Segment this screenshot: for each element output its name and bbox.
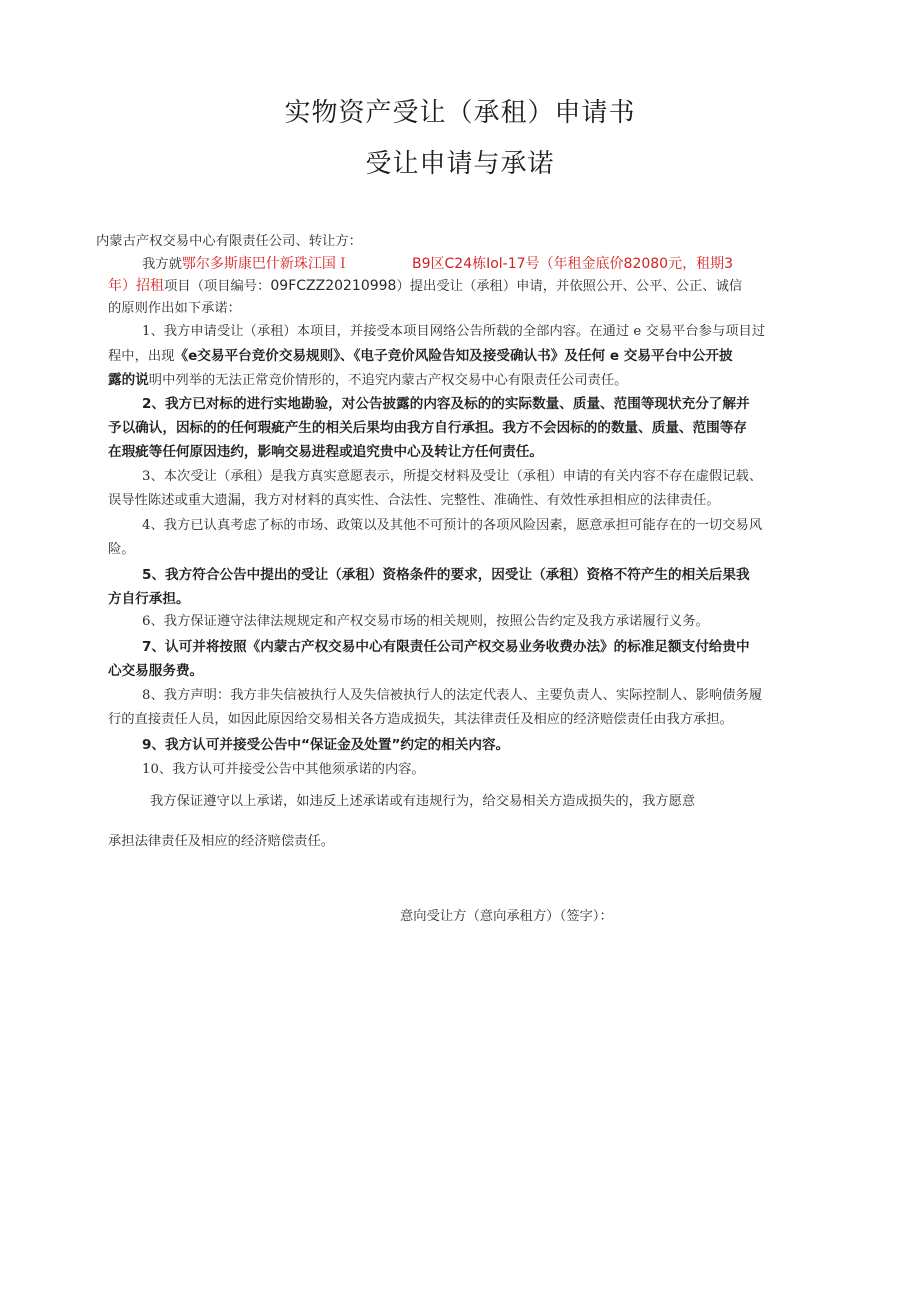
- item-1-line-3a: 露的说: [108, 372, 149, 388]
- item-1-line-3: [108, 370, 627, 391]
- item-2-line-1: 2、我方已对标的进行实地勘验，对公告披露的内容及标的的实际数量、质量、范围等现状充分了解并: [142, 396, 750, 412]
- item-6-line-1: 6、我方保证遵守法律法规规定和产权交易市场的相关规则，按照公告约定及我方承诺履行义务。: [142, 614, 709, 629]
- item-9-line-1: 9、我方认可并接受公告中“保证金及处置”约定的相关内容。: [142, 737, 510, 753]
- item-1-line-1: 1、我方申请受让（承租）本项目，并接受本项目网络公告所载的全部内容。在通过 e 交易平台参与项目过: [142, 324, 766, 339]
- item-4-line-1: 4、我方已认真考虑了标的市场、政策以及其他不可预计的各项风险因素，愿意承担可能存在的一切交易风: [142, 518, 763, 533]
- intro-line-2: [108, 276, 742, 297]
- signature-label: 意向受让方（意向承租方）（签字）：: [400, 909, 613, 924]
- item-7-line-1: 7、认可并将按照《内蒙古产权交易中心有限责任公司产权交易业务收费办法》的标准足额支付给贵中: [142, 639, 750, 655]
- item-7-line-2: 心交易服务费。: [108, 663, 204, 679]
- item-8-line-1: 8、我方声明：我方非失信被执行人及失信被执行人的法定代表人、主要负责人、实际控制人、影响债务履: [142, 688, 763, 703]
- intro-line-3: 的原则作出如下承诺：: [108, 301, 241, 316]
- item-2-line-2: 予以确认，因标的的任何瑕疵产生的相关后果均由我方自行承担。我方不会因标的的数量、质量、范围等存: [108, 420, 747, 436]
- intro-prefix: 我方就: [142, 257, 182, 272]
- project-name-part-a: 鄂尔多斯康巴什新珠江国Ｉ: [181, 256, 350, 272]
- project-name-part-b: B9区C24栋Iol-17号（年租金底价82080元，租期3: [412, 256, 733, 272]
- item-5-line-2: 方自行承担。: [108, 591, 190, 607]
- item-3-line-1: 3、本次受让（承租）是我方真实意愿表示，所提交材料及受让（承租）申请的有关内容不存在虚假记载、: [142, 469, 763, 484]
- intro-mid: 项目（项目编号：: [164, 279, 271, 294]
- item-2-line-3: 在瑕疵等任何原因违约，影响交易进程或追究贵中心及转让方任何责任。: [108, 444, 543, 460]
- item-1-line-2b: 《e交易平台竞价交易规则》、《电子竞价风险告知及接受确认书》及任何 e 交易平台中公开披: [174, 348, 733, 364]
- project-number: 09FCZZ20210998: [270, 278, 397, 294]
- item-3-line-2: 误导性陈述或重大遗漏，我方对材料的真实性、合法性、完整性、准确性、有效性承担相应的法律责任。: [108, 493, 720, 508]
- project-name-part-c: 年）招租: [108, 278, 164, 294]
- intro-line-1: [142, 254, 350, 275]
- item-1-line-2: [108, 346, 733, 367]
- item-1-line-2a: 程中，出现: [108, 349, 175, 364]
- closing-line-2: 承担法律责任及相应的经济赔偿责任。: [108, 834, 335, 849]
- item-4-line-2: 险。: [108, 542, 135, 557]
- item-8-line-2: 行的直接责任人员，如因此原因给交易相关各方造成损失，其法律责任及相应的经济赔偿责任由我方承担。: [108, 712, 733, 727]
- document-subtitle: 受让申请与承诺: [365, 149, 555, 179]
- item-1-line-3b: 明中列举的无法正常竞价情形的，不追究内蒙古产权交易中心有限责任公司责任。: [148, 373, 628, 388]
- intro-suffix: ）提出受让（承租）申请，并依照公开、公平、公正、诚信: [396, 279, 743, 294]
- closing-line-1: 我方保证遵守以上承诺，如违反上述承诺或有违规行为，给交易相关方造成损失的，我方愿意: [150, 794, 696, 809]
- item-10-line-1: 10、我方认可并接受公告中其他须承诺的内容。: [142, 762, 425, 777]
- document-title: 实物资产受让（承租）申请书: [284, 98, 636, 128]
- item-5-line-1: 5、我方符合公告中提出的受让（承租）资格条件的要求，因受让（承租）资格不符产生的相关后果我: [142, 567, 750, 583]
- addressee: 内蒙古产权交易中心有限责任公司、转让方：: [96, 234, 362, 249]
